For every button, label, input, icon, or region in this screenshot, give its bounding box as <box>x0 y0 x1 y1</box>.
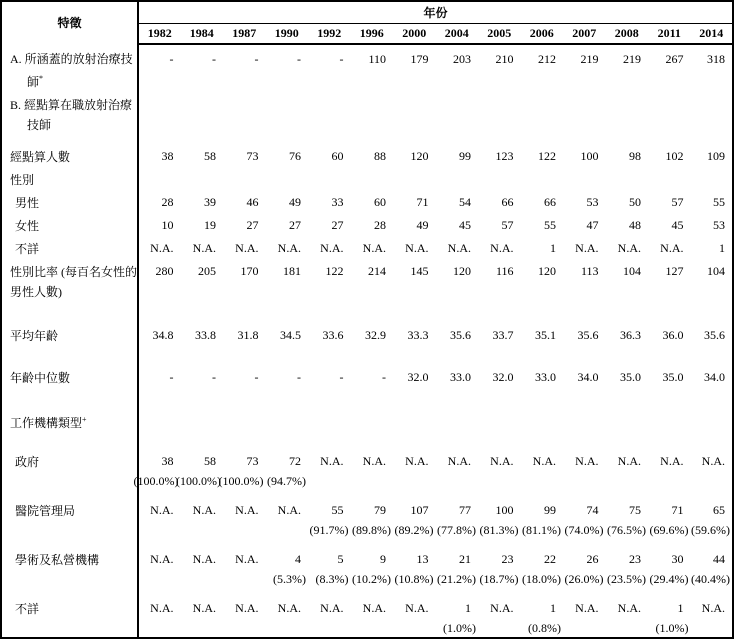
cell-headcount-2008: 98 <box>629 148 641 163</box>
year-group-header: 年份 <box>138 1 733 24</box>
cell-sex-ratio-2011: 127 <box>665 263 684 278</box>
cell-worktype-unknown-2004: 1 (1.0%) <box>443 600 476 635</box>
cell-headcount-2000: 120 <box>410 148 429 163</box>
cell-academic-private-1990: 4 (5.3%) <box>273 551 306 586</box>
year-header-1992: 1992 <box>308 24 351 44</box>
cell-worktype-header-2007 <box>563 391 606 433</box>
cell-sex-header-1992 <box>308 167 351 190</box>
cell-counted-header-2006 <box>521 92 564 144</box>
cell-mean-age-1992: 33.6 <box>322 327 344 342</box>
cell-sex-unknown-2004: N.A. <box>447 240 471 255</box>
cell-sex-header-1982 <box>138 167 181 190</box>
table-row-government <box>1 433 733 490</box>
cell-covered-2011: 267 <box>665 51 684 66</box>
cell-worktype-unknown-2000: N.A. <box>405 600 429 615</box>
cell-sex-header-2007 <box>563 167 606 190</box>
table-row-female <box>1 213 733 236</box>
cell-headcount-1984: 58 <box>204 148 216 163</box>
cell-sex-unknown-2008: N.A. <box>617 240 641 255</box>
cell-hospital-authority-2006: 99 (81.1%) <box>522 502 561 537</box>
cell-mean-age-2000: 33.3 <box>407 327 429 342</box>
cell-mean-age-2008: 36.3 <box>620 327 641 342</box>
year-header-1987: 1987 <box>223 24 266 44</box>
cell-academic-private-1996: 9 (10.2%) <box>352 551 391 586</box>
table-row-male <box>1 190 733 213</box>
cell-government-1982: 38 (100.0%) <box>133 453 179 488</box>
cell-male-1990: 49 <box>289 194 301 209</box>
cell-worktype-header-1982 <box>138 391 181 433</box>
cell-covered-1982: - <box>169 51 174 66</box>
cell-male-2005: 66 <box>501 194 514 209</box>
row-label-academic-private: 學術及私營機構 <box>1 539 138 588</box>
cell-worktype-header-2006 <box>521 391 564 433</box>
cell-worktype-header-1987 <box>223 391 266 433</box>
cell-male-2011: 57 <box>671 194 684 209</box>
cell-counted-header-1987 <box>223 92 266 144</box>
cell-worktype-unknown-1996: N.A. <box>362 600 386 615</box>
cell-worktype-header-1996 <box>351 391 394 433</box>
cell-sex-unknown-2005: N.A. <box>490 240 514 255</box>
cell-mean-age-1990: 34.5 <box>280 327 301 342</box>
table-row-sex-ratio <box>1 259 733 307</box>
table-row-headcount <box>1 144 733 167</box>
cell-counted-header-2014 <box>691 92 734 144</box>
cell-sex-unknown-2014: 1 <box>719 240 725 255</box>
cell-government-2006: N.A. <box>532 453 556 468</box>
year-header-2011: 2011 <box>648 24 691 44</box>
cell-academic-private-2008: 23 (23.5%) <box>607 551 646 586</box>
cell-worktype-unknown-2005: N.A. <box>490 600 514 615</box>
cell-counted-header-2004 <box>436 92 479 144</box>
year-header-2004: 2004 <box>436 24 479 44</box>
cell-median-age-1990: - <box>297 369 301 384</box>
cell-median-age-2006: 33.0 <box>535 369 556 384</box>
cell-hospital-authority-1982: N.A. <box>150 502 174 517</box>
cell-worktype-header-2008 <box>606 391 649 433</box>
cell-counted-header-2005 <box>478 92 521 144</box>
row-label-sex-unknown: 不詳 <box>1 236 138 259</box>
cell-male-2004: 54 <box>459 194 471 209</box>
cell-counted-header-2000 <box>393 92 436 144</box>
cell-hospital-authority-2004: 77 (77.8%) <box>437 502 476 537</box>
cell-worktype-unknown-2006: 1 (0.8%) <box>528 600 561 635</box>
cell-mean-age-1984: 33.8 <box>195 327 216 342</box>
cell-sex-ratio-2006: 120 <box>538 263 556 278</box>
cell-sex-unknown-1982: N.A. <box>150 240 174 255</box>
cell-hospital-authority-2007: 74 (74.0%) <box>564 502 604 537</box>
cell-counted-header-2011 <box>648 92 691 144</box>
cell-headcount-1990: 76 <box>289 148 301 163</box>
year-header-2008: 2008 <box>606 24 649 44</box>
cell-female-2007: 47 <box>586 217 599 232</box>
row-label-worktype-header: 工作機構類型+ <box>1 391 138 433</box>
cell-headcount-1987: 73 <box>246 148 259 163</box>
cell-male-1992: 33 <box>331 194 344 209</box>
cell-worktype-unknown-2014: N.A. <box>701 600 725 615</box>
cell-covered-1990: - <box>297 51 301 66</box>
cell-academic-private-2005: 23 (18.7%) <box>479 551 519 586</box>
cell-counted-header-2008 <box>606 92 649 144</box>
year-header-2005: 2005 <box>478 24 521 44</box>
cell-male-1987: 46 <box>246 194 259 209</box>
cell-sex-unknown-2007: N.A. <box>575 240 599 255</box>
cell-sex-unknown-1996: N.A. <box>362 240 386 255</box>
cell-counted-header-1992 <box>308 92 351 144</box>
cell-worktype-unknown-2011: 1 (1.0%) <box>655 600 689 635</box>
cell-male-2006: 66 <box>544 194 556 209</box>
row-label-male: 男性 <box>1 190 138 213</box>
cell-female-1982: 10 <box>161 217 174 232</box>
cell-female-1987: 27 <box>246 217 259 232</box>
cell-government-2011: N.A. <box>660 453 684 468</box>
cell-sex-ratio-2004: 120 <box>453 263 471 278</box>
cell-sex-unknown-1992: N.A. <box>320 240 344 255</box>
cell-worktype-header-2005 <box>478 391 521 433</box>
year-header-2000: 2000 <box>393 24 436 44</box>
table-body <box>1 44 733 638</box>
cell-sex-unknown-1984: N.A. <box>192 240 216 255</box>
row-label-government: 政府 <box>1 433 138 490</box>
year-header-1996: 1996 <box>351 24 394 44</box>
cell-sex-header-2000 <box>393 167 436 190</box>
cell-worktype-header-1984 <box>181 391 224 433</box>
row-label-sex-header: 性別 <box>1 167 138 190</box>
cell-median-age-2007: 34.0 <box>577 369 599 384</box>
cell-sex-header-2008 <box>606 167 649 190</box>
cell-sex-header-2011 <box>648 167 691 190</box>
cell-headcount-2007: 100 <box>580 148 599 163</box>
cell-mean-age-1982: 34.8 <box>152 327 174 342</box>
cell-median-age-2004: 33.0 <box>450 369 471 384</box>
cell-median-age-2014: 34.0 <box>704 369 725 384</box>
header-row-group <box>1 1 733 24</box>
cell-worktype-unknown-1987: N.A. <box>235 600 259 615</box>
cell-sex-ratio-1990: 181 <box>283 263 301 278</box>
cell-worktype-header-2004 <box>436 391 479 433</box>
cell-counted-header-1990 <box>266 92 309 144</box>
cell-sex-unknown-1990: N.A. <box>277 240 301 255</box>
row-label-hospital-authority: 醫院管理局 <box>1 490 138 539</box>
cell-median-age-1982: - <box>169 369 174 384</box>
row-label-covered: A. 所涵蓋的放射治療技師* <box>1 44 138 92</box>
cell-sex-ratio-1984: 205 <box>198 263 216 278</box>
cell-male-2014: 55 <box>713 194 725 209</box>
cell-headcount-1992: 60 <box>331 148 344 163</box>
cell-sex-header-1987 <box>223 167 266 190</box>
cell-counted-header-2007 <box>563 92 606 144</box>
cell-median-age-1984: - <box>212 369 216 384</box>
cell-sex-unknown-1987: N.A. <box>235 240 259 255</box>
cell-hospital-authority-1984: N.A. <box>192 502 216 517</box>
year-header-1982: 1982 <box>138 24 181 44</box>
cell-female-2005: 57 <box>501 217 514 232</box>
cell-female-1990: 27 <box>289 217 301 232</box>
year-header-2007: 2007 <box>563 24 606 44</box>
cell-worktype-header-1992 <box>308 391 351 433</box>
cell-worktype-unknown-1992: N.A. <box>320 600 344 615</box>
cell-worktype-header-2000 <box>393 391 436 433</box>
cell-covered-2014: 318 <box>707 51 725 66</box>
cell-female-2008: 48 <box>629 217 641 232</box>
cell-hospital-authority-1987: N.A. <box>235 502 259 517</box>
cell-female-2000: 49 <box>416 217 429 232</box>
cell-government-1990: 72 (94.7%) <box>267 453 306 488</box>
cell-headcount-2005: 123 <box>495 148 514 163</box>
row-label-median-age: 年齡中位數 <box>1 349 138 391</box>
cell-mean-age-1996: 32.9 <box>365 327 386 342</box>
cell-median-age-1996: - <box>382 369 386 384</box>
cell-hospital-authority-1992: 55 (91.7%) <box>309 502 349 537</box>
cell-male-1984: 39 <box>204 194 216 209</box>
cell-sex-ratio-2007: 113 <box>580 263 599 278</box>
table-row-worktype-header <box>1 391 733 433</box>
cell-counted-header-1982 <box>138 92 181 144</box>
cell-female-1996: 28 <box>374 217 386 232</box>
cell-worktype-unknown-1990: N.A. <box>277 600 301 615</box>
cell-covered-2004: 203 <box>453 51 471 66</box>
cell-median-age-2000: 32.0 <box>407 369 429 384</box>
cell-covered-1984: - <box>212 51 216 66</box>
cell-mean-age-2005: 33.7 <box>492 327 514 342</box>
cell-male-1982: 28 <box>161 194 174 209</box>
cell-academic-private-1982: N.A. <box>150 551 174 566</box>
cell-hospital-authority-2000: 107 (89.2%) <box>394 502 434 537</box>
cell-median-age-2005: 32.0 <box>492 369 514 384</box>
cell-median-age-1987: - <box>254 369 259 384</box>
row-label-counted-header: B. 經點算在職放射治療技師 <box>1 92 138 144</box>
cell-sex-unknown-2000: N.A. <box>405 240 429 255</box>
cell-hospital-authority-2008: 75 (76.5%) <box>607 502 646 537</box>
cell-worktype-unknown-2007: N.A. <box>575 600 599 615</box>
cell-headcount-2014: 109 <box>707 148 725 163</box>
cell-counted-header-1984 <box>181 92 224 144</box>
cell-mean-age-2011: 36.0 <box>662 327 684 342</box>
cell-sex-header-1990 <box>266 167 309 190</box>
cell-headcount-2004: 99 <box>459 148 471 163</box>
cell-government-1996: N.A. <box>362 453 386 468</box>
table-row-academic-private <box>1 539 733 588</box>
cell-female-1984: 19 <box>204 217 216 232</box>
cell-female-2011: 45 <box>671 217 684 232</box>
cell-sex-ratio-1996: 214 <box>368 263 386 278</box>
cell-covered-1987: - <box>254 51 259 66</box>
year-header-1990: 1990 <box>266 24 309 44</box>
cell-government-2000: N.A. <box>405 453 429 468</box>
cell-sex-unknown-2011: N.A. <box>660 240 684 255</box>
cell-covered-2000: 179 <box>410 51 429 66</box>
cell-sex-ratio-2005: 116 <box>495 263 514 278</box>
cell-academic-private-1984: N.A. <box>192 551 216 566</box>
cell-covered-2008: 219 <box>623 51 641 66</box>
cell-covered-2007: 219 <box>580 51 599 66</box>
cell-headcount-2011: 102 <box>665 148 684 163</box>
characteristic-header: 特徵 <box>1 1 138 44</box>
cell-headcount-1996: 88 <box>374 148 386 163</box>
cell-sex-ratio-2008: 104 <box>623 263 641 278</box>
row-label-female: 女性 <box>1 213 138 236</box>
table-row-mean-age <box>1 307 733 349</box>
cell-mean-age-1987: 31.8 <box>237 327 259 342</box>
cell-counted-header-1996 <box>351 92 394 144</box>
cell-hospital-authority-2014: 65 (59.6%) <box>691 502 730 537</box>
cell-hospital-authority-1990: N.A. <box>277 502 301 517</box>
table-row-sex-unknown <box>1 236 733 259</box>
cell-headcount-2006: 122 <box>538 148 556 163</box>
cell-government-2007: N.A. <box>575 453 599 468</box>
table-row-covered <box>1 44 733 92</box>
cell-headcount-1982: 38 <box>161 148 174 163</box>
cell-academic-private-2006: 22 (18.0%) <box>522 551 561 586</box>
cell-sex-header-2014 <box>691 167 734 190</box>
cell-male-2007: 53 <box>586 194 599 209</box>
cell-hospital-authority-1996: 79 (89.8%) <box>352 502 391 537</box>
cell-government-2008: N.A. <box>617 453 641 468</box>
year-header-2014: 2014 <box>691 24 734 44</box>
row-label-sex-ratio: 性別比率 (每百名女性的男性人數) <box>1 259 138 307</box>
cell-sex-header-2006 <box>521 167 564 190</box>
cell-government-2014: N.A. <box>701 453 725 468</box>
cell-academic-private-2011: 30 (29.4%) <box>649 551 689 586</box>
cell-sex-ratio-2014: 104 <box>707 263 725 278</box>
cell-worktype-unknown-2008: N.A. <box>617 600 641 615</box>
cell-mean-age-2006: 35.1 <box>535 327 556 342</box>
cell-government-2005: N.A. <box>490 453 514 468</box>
cell-covered-1992: - <box>339 51 344 66</box>
cell-sex-header-2004 <box>436 167 479 190</box>
row-label-worktype-unknown: 不詳 <box>1 588 138 638</box>
cell-hospital-authority-2011: 71 (69.6%) <box>649 502 689 537</box>
cell-covered-1996: 110 <box>368 51 386 66</box>
cell-female-2004: 45 <box>459 217 471 232</box>
cell-government-2004: N.A. <box>447 453 471 468</box>
cell-government-1992: N.A. <box>320 453 344 468</box>
cell-covered-2006: 212 <box>538 51 556 66</box>
cell-worktype-unknown-1982: N.A. <box>150 600 174 615</box>
cell-male-2000: 71 <box>416 194 429 209</box>
cell-academic-private-2004: 21 (21.2%) <box>437 551 476 586</box>
cell-median-age-2008: 35.0 <box>620 369 641 384</box>
cell-sex-ratio-2000: 145 <box>410 263 429 278</box>
table-row-hospital-authority <box>1 490 733 539</box>
cell-sex-header-2005 <box>478 167 521 190</box>
table-row-sex-header <box>1 167 733 190</box>
cell-worktype-unknown-1984: N.A. <box>192 600 216 615</box>
cell-male-1996: 60 <box>374 194 386 209</box>
cell-sex-ratio-1992: 122 <box>325 263 344 278</box>
cell-sex-ratio-1982: 280 <box>155 263 174 278</box>
cell-sex-unknown-2006: 1 <box>550 240 556 255</box>
cell-academic-private-1992: 5 (8.3%) <box>315 551 349 586</box>
cell-academic-private-2000: 13 (10.8%) <box>394 551 434 586</box>
cell-worktype-header-1990 <box>266 391 309 433</box>
cell-female-1992: 27 <box>331 217 344 232</box>
cell-sex-ratio-1987: 170 <box>240 263 259 278</box>
cell-mean-age-2004: 35.6 <box>450 327 471 342</box>
cell-median-age-1992: - <box>339 369 344 384</box>
cell-worktype-header-2011 <box>648 391 691 433</box>
year-header-1984: 1984 <box>181 24 224 44</box>
year-header-2006: 2006 <box>521 24 564 44</box>
row-label-mean-age: 平均年齡 <box>1 307 138 349</box>
cell-covered-2005: 210 <box>495 51 514 66</box>
cell-government-1987: 73 (100.0%) <box>218 453 264 488</box>
cell-sex-header-1996 <box>351 167 394 190</box>
cell-hospital-authority-2005: 100 (81.3%) <box>479 502 519 537</box>
cell-sex-header-1984 <box>181 167 224 190</box>
cell-male-2008: 50 <box>629 194 641 209</box>
table-row-worktype-unknown <box>1 588 733 638</box>
table-row-counted-header <box>1 92 733 144</box>
cell-median-age-2011: 35.0 <box>662 369 684 384</box>
cell-worktype-header-2014 <box>691 391 734 433</box>
cell-mean-age-2014: 35.6 <box>704 327 725 342</box>
table-row-median-age <box>1 349 733 391</box>
cell-academic-private-2007: 26 (26.0%) <box>564 551 604 586</box>
cell-female-2006: 55 <box>544 217 556 232</box>
cell-academic-private-2014: 44 (40.4%) <box>691 551 730 586</box>
cell-mean-age-2007: 35.6 <box>577 327 599 342</box>
cell-government-1984: 58 (100.0%) <box>176 453 221 488</box>
cell-academic-private-1987: N.A. <box>235 551 259 566</box>
row-label-headcount: 經點算人數 <box>1 144 138 167</box>
cell-female-2014: 53 <box>713 217 725 232</box>
